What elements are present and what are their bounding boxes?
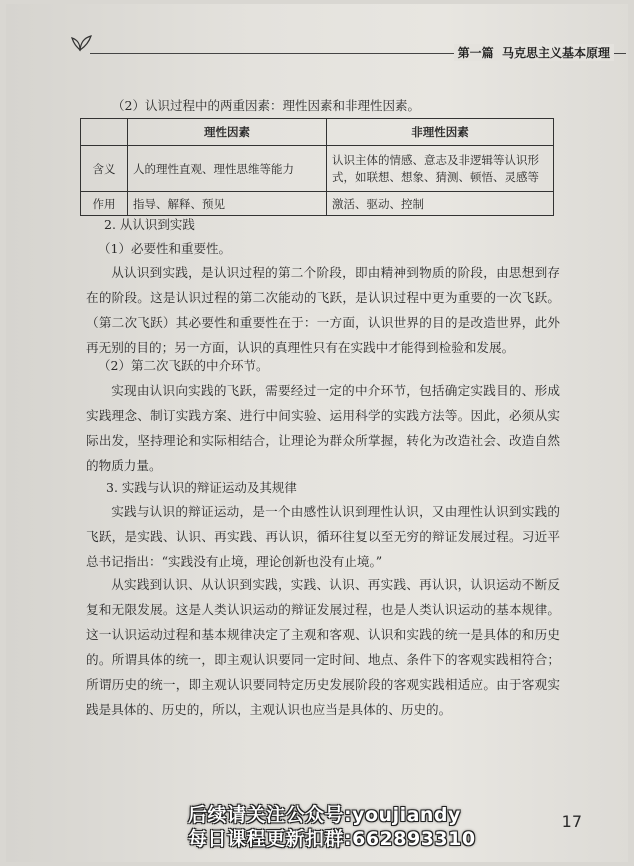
factors-table (80, 118, 554, 216)
table-cell: 指导、解释、预见 (128, 192, 327, 216)
table-header-row (81, 119, 554, 146)
paragraph-1: 从认识到实践，是认识过程的第二个阶段，即由精神到物质的阶段，由思想到存在的阶段。这是认识过程的第二次能动的飞跃，是认识过程中更为重要的一次飞跃。（第二次飞跃）其必要性和重要性在于：一方面，认识世界的目的是改造世界，此外再无别的目的；另一方面，认识的真理性只有在实践中才能得到检验和发展。 (86, 265, 560, 355)
table-cell: 含义 (81, 146, 128, 192)
table-row (81, 146, 554, 192)
table-cell: 激活、驱动、控制 (327, 192, 554, 216)
chapter-label: 第一篇 (457, 46, 494, 60)
table-header-cell: 非理性因素 (327, 119, 554, 146)
table-cell: 认识主体的情感、意志及非逻辑等认识形式，如联想、想象、猜测、顿悟、灵感等 (327, 146, 554, 192)
page-number: 17 (561, 812, 582, 831)
chapter-title: 马克思主义基本原理 (501, 46, 610, 60)
paragraph-4: 从实践到认识、从认识到实践，实践、认识、再实践、再认识，认识运动不断反复和无限发展。这是人类认识运动的辩证发展过程，也是人类认识运动的基本规律。这一认识运动过程和基本规律决定了主观和客观、认识和实践的统一是具体的和历史的。所谓具体的统一，即主观认识要同一定时间、地点、条件下的客观实践相符合；所谓历史的统一，即主观认识要同特定历史发展阶段的客观实践相适应。由于客观实践是具体的、历史的，所以，主观认识也应当是具体的、历史的。 (86, 577, 560, 717)
heading-3: 3. 实践与认识的辩证运动及其规律 (106, 480, 297, 495)
subheading-1: （1）必要性和重要性。 (98, 241, 231, 256)
section-2-heading: （2）认识过程中的两重因素：理性因素和非理性因素。 (112, 98, 420, 113)
paragraph-2: 实现由认识向实践的飞跃，需要经过一定的中介环节，包括确定实践目的、形成实践理念、制订实践方案、进行中间实验、运用科学的实践方法等。因此，必须从实际出发，坚持理论和实际相结合，让理论为群众所掌握，转化为改造社会、改造自然的物质力量。 (86, 383, 560, 473)
leaf-icon (66, 30, 94, 52)
heading-2: 2. 从认识到实践 (104, 217, 195, 232)
watermark-line-1: 后续请关注公众号:youjiandy (188, 804, 461, 826)
table-cell: 人的理性直观、理性思维等能力 (128, 146, 327, 192)
table-header-cell: 理性因素 (128, 119, 327, 146)
subheading-2: （2）第二次飞跃的中介环节。 (98, 358, 269, 373)
running-header (454, 44, 614, 61)
table-row (81, 192, 554, 216)
paragraph-3: 实践与认识的辩证运动，是一个由感性认识到理性认识，又由理性认识到实践的飞跃，是实践、认识、再实践、再认识，循环往复以至无穷的辩证发展过程。习近平总书记指出：“实践没有止境，理论创新也没有止境。” (86, 504, 560, 569)
watermark-line-2: 每日课程更新扣群:662893310 (188, 828, 476, 850)
table-header-cell (81, 119, 128, 146)
table-cell: 作用 (81, 192, 128, 216)
